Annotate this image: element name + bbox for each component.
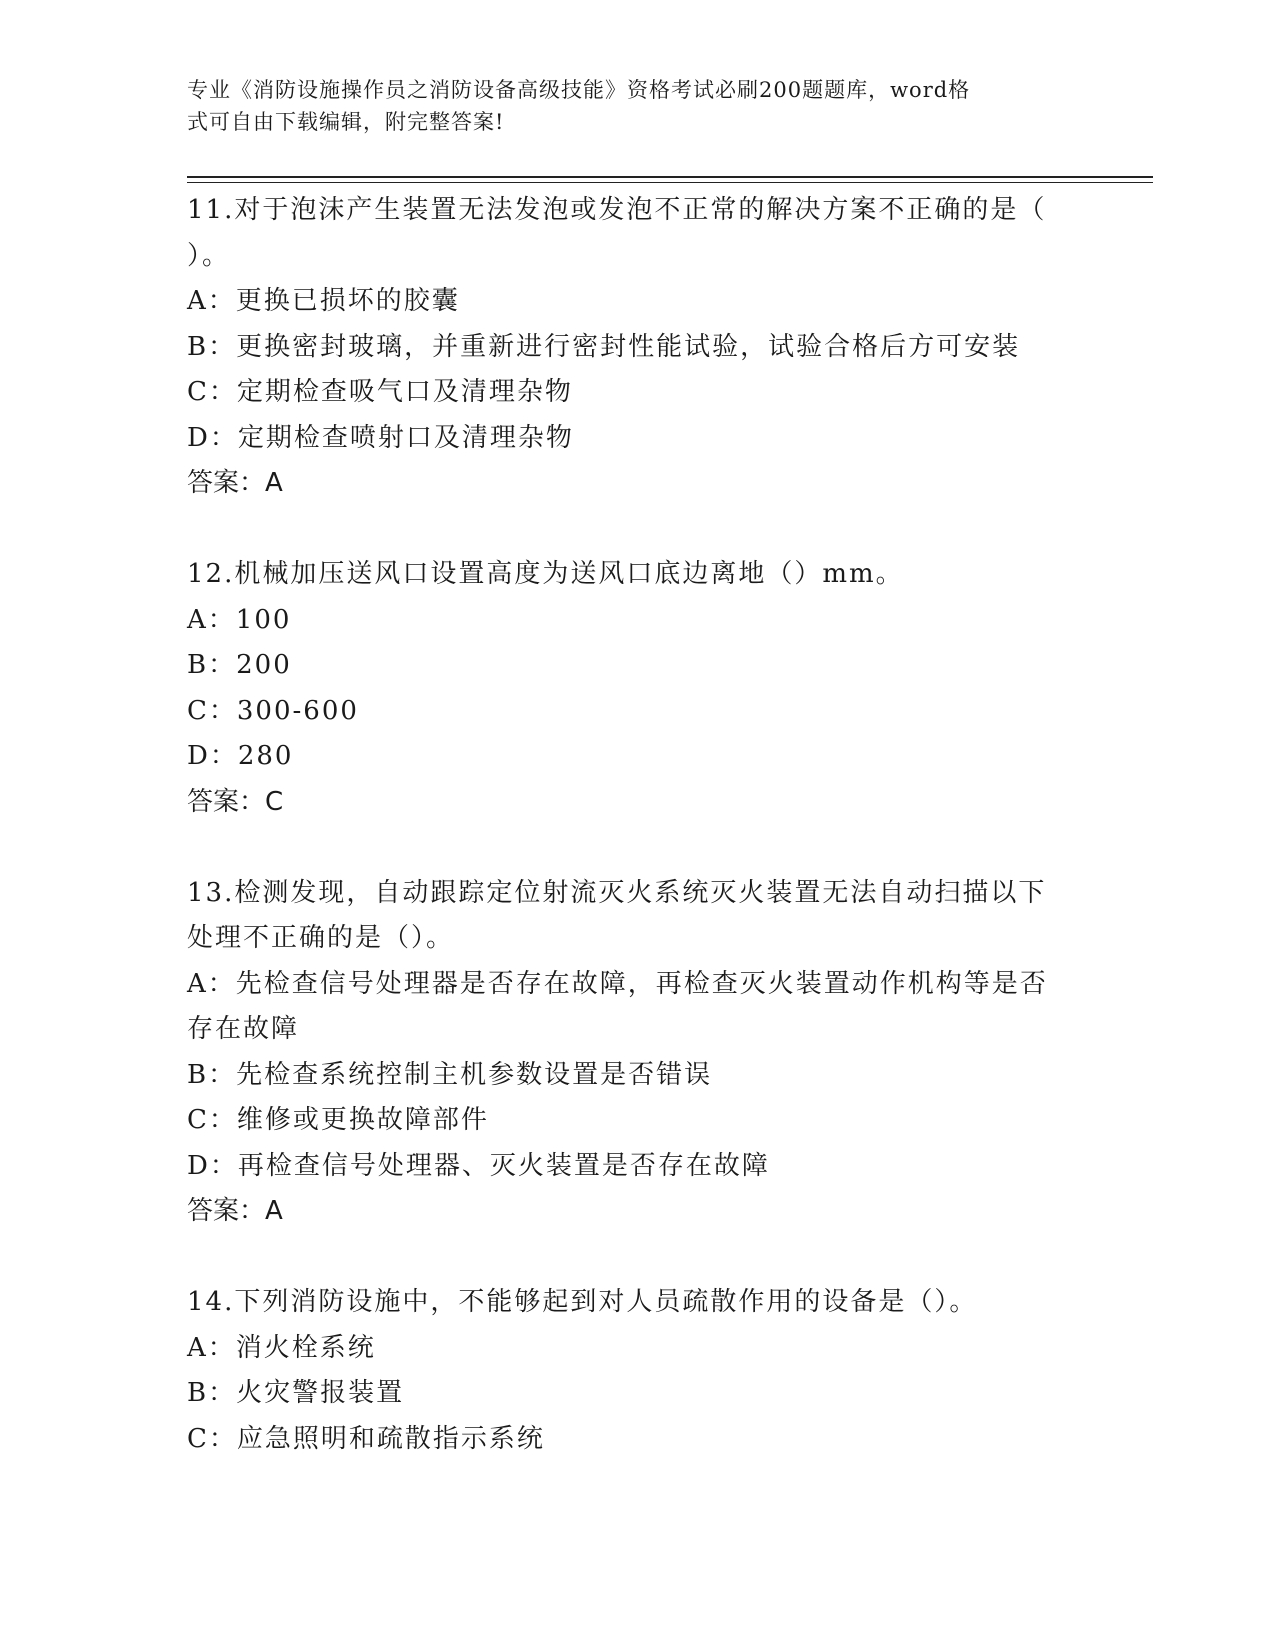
question-11 (187, 188, 1087, 507)
answer: 答案：A (187, 1196, 283, 1226)
question-stem: 12.机械加压送风口设置高度为送风口底边离地（）mm。 (187, 559, 904, 589)
answer: 答案：A (187, 468, 283, 498)
spacer (187, 1235, 1087, 1281)
question-stem-continued: 处理不正确的是（）。 (187, 923, 455, 953)
option-a: A：更换已损坏的胶囊 (187, 286, 460, 316)
header-rule-thick (187, 176, 1153, 178)
option-d: D：280 (187, 741, 294, 771)
header-line-1: 专业《消防设施操作员之消防设备高级技能》资格考试必刷200题题库，word格 (187, 78, 971, 102)
option-b: B：更换密封玻璃，并重新进行密封性能试验，试验合格后方可安装 (187, 331, 1021, 362)
question-stem: 14.下列消防设施中，不能够起到对人员疏散作用的设备是（）。 (187, 1287, 978, 1317)
question-stem: 13.检测发现，自动跟踪定位射流灭火系统灭火装置无法自动扫描以下 (187, 877, 1047, 908)
option-b: B：先检查系统控制主机参数设置是否错误 (187, 1059, 713, 1090)
option-d: D：定期检查喷射口及清理杂物 (187, 422, 574, 453)
option-c: C：维修或更换故障部件 (187, 1105, 489, 1135)
question-list (187, 188, 1087, 1462)
question-12 (187, 552, 1087, 825)
option-a: A：100 (187, 604, 292, 635)
option-d: D：再检查信号处理器、灭火装置是否存在故障 (187, 1150, 770, 1181)
option-b: B：火灾警报装置 (187, 1378, 405, 1408)
option-c: C：300-600 (187, 695, 359, 726)
answer: 答案：C (187, 786, 284, 817)
option-a: A：消火栓系统 (187, 1332, 376, 1363)
question-13 (187, 871, 1087, 1235)
spacer (187, 507, 1087, 553)
option-c: C：应急照明和疏散指示系统 (187, 1423, 545, 1454)
header-line-2: 式可自由下载编辑，附完整答案! (187, 110, 505, 134)
option-c: C：定期检查吸气口及清理杂物 (187, 377, 573, 407)
option-b: B：200 (187, 650, 292, 680)
header-rule-thin (187, 182, 1153, 183)
question-14 (187, 1280, 1087, 1462)
option-a: A：先检查信号处理器是否存在故障，再检查灭火装置动作机构等是否 (187, 968, 1048, 999)
question-stem-continued: ）。 (187, 240, 231, 271)
spacer (187, 825, 1087, 871)
question-stem: 11.对于泡沫产生装置无法发泡或发泡不正常的解决方案不正确的是（ (187, 195, 1047, 225)
option-a-continued: 存在故障 (187, 1014, 300, 1044)
document-header (187, 74, 1067, 138)
